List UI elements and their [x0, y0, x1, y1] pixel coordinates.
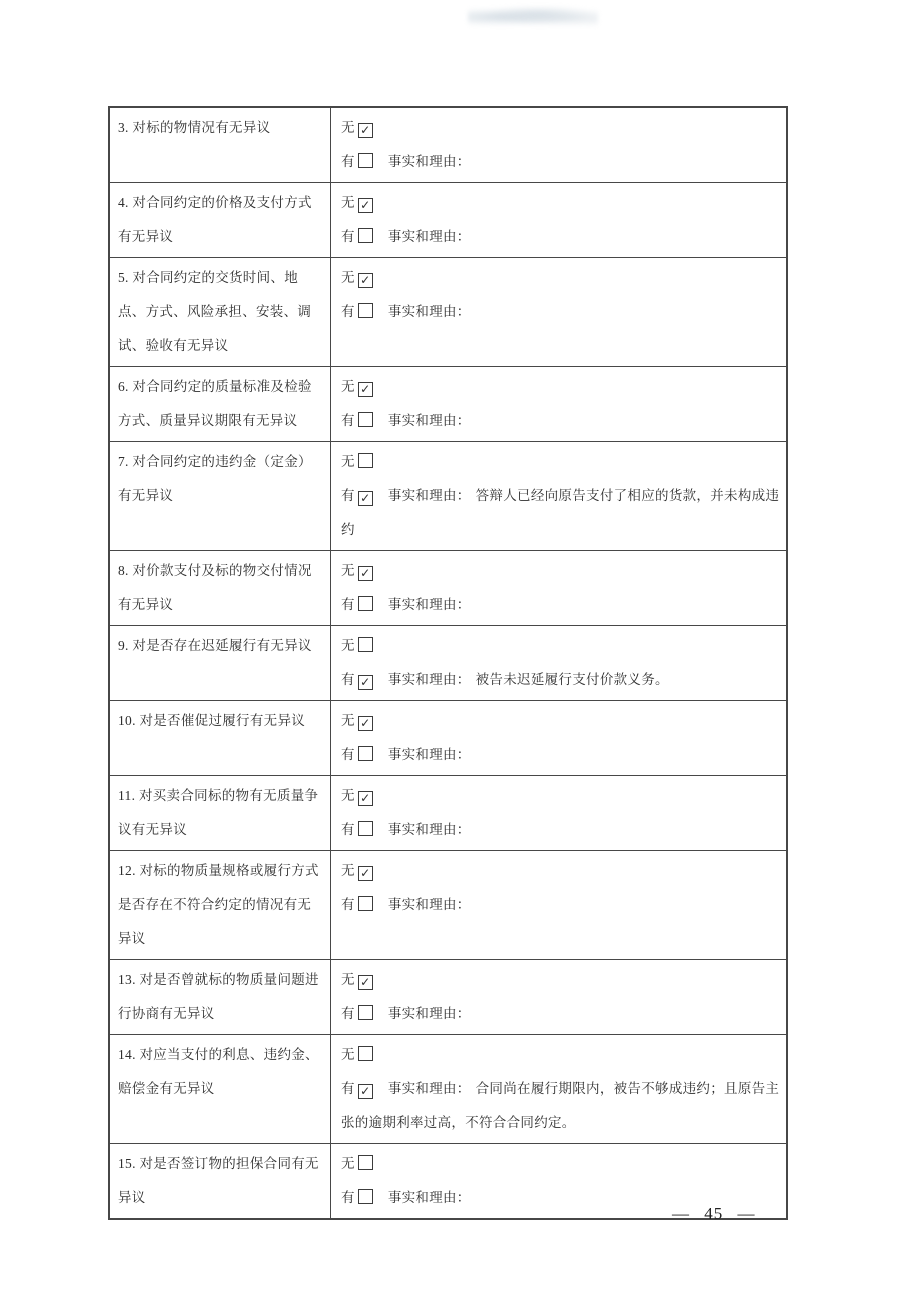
no-checkbox[interactable]: ✓ — [358, 382, 373, 397]
no-checkbox[interactable] — [358, 1155, 373, 1170]
no-option-label: 无 — [341, 270, 355, 285]
question-text: 13. 对是否曾就标的物质量问题进行协商有无异议 — [118, 972, 319, 1021]
table-row — [109, 551, 787, 626]
yes-option-label: 有 — [341, 897, 355, 912]
no-option-line — [341, 1038, 780, 1072]
table-row — [109, 1035, 787, 1144]
no-option-label: 无 — [341, 454, 355, 469]
yes-option-line — [341, 1072, 780, 1140]
no-option-line — [341, 1147, 780, 1181]
reason-label: 事实和理由： — [387, 229, 471, 244]
table-row — [109, 258, 787, 367]
yes-option-label: 有 — [341, 413, 355, 428]
yes-checkbox[interactable] — [358, 896, 373, 911]
objections-table — [108, 106, 788, 1220]
yes-option-label: 有 — [341, 154, 355, 169]
table-row — [109, 626, 787, 701]
yes-checkbox[interactable] — [358, 1005, 373, 1020]
no-option-label: 无 — [341, 1047, 355, 1062]
yes-option-label: 有 — [341, 1190, 355, 1205]
table-row — [109, 183, 787, 258]
yes-option-label: 有 — [341, 747, 355, 762]
reason-label: 事实和理由： — [387, 897, 471, 912]
no-option-label: 无 — [341, 638, 355, 653]
no-checkbox[interactable]: ✓ — [358, 975, 373, 990]
yes-checkbox[interactable] — [358, 412, 373, 427]
no-option-label: 无 — [341, 788, 355, 803]
no-checkbox[interactable]: ✓ — [358, 198, 373, 213]
answer-cell — [331, 960, 788, 1035]
yes-option-label: 有 — [341, 597, 355, 612]
yes-checkbox[interactable]: ✓ — [358, 1084, 373, 1099]
no-option-label: 无 — [341, 379, 355, 394]
question-cell — [109, 626, 331, 701]
reason-text: 合同尚在履行期限内，被告不够成违约；且原告主张的逾期利率过高，不符合合同约定。 — [341, 1081, 780, 1130]
answer-cell — [331, 626, 788, 701]
no-option-line — [341, 554, 780, 588]
yes-option-label: 有 — [341, 304, 355, 319]
question-cell — [109, 701, 331, 776]
reason-label: 事实和理由： — [387, 597, 471, 612]
no-checkbox[interactable] — [358, 637, 373, 652]
reason-text: 被告未迟延履行支付价款义务。 — [475, 672, 669, 687]
yes-option-label: 有 — [341, 1006, 355, 1021]
no-option-label: 无 — [341, 972, 355, 987]
yes-option-line — [341, 220, 780, 254]
question-cell — [109, 551, 331, 626]
no-option-line — [341, 779, 780, 813]
answer-cell — [331, 701, 788, 776]
no-checkbox[interactable]: ✓ — [358, 273, 373, 288]
no-checkbox[interactable] — [358, 1046, 373, 1061]
objections-table-body — [109, 107, 787, 1219]
table-row — [109, 960, 787, 1035]
no-option-label: 无 — [341, 195, 355, 210]
yes-option-label: 有 — [341, 822, 355, 837]
table-row — [109, 442, 787, 551]
yes-option-label: 有 — [341, 1081, 355, 1096]
question-cell — [109, 258, 331, 367]
yes-option-label: 有 — [341, 488, 355, 503]
question-text: 12. 对标的物质量规格或履行方式是否存在不符合约定的情况有无异议 — [118, 863, 319, 946]
yes-checkbox[interactable] — [358, 303, 373, 318]
question-cell — [109, 107, 331, 183]
table-row — [109, 367, 787, 442]
answer-cell — [331, 107, 788, 183]
yes-option-label: 有 — [341, 229, 355, 244]
question-cell — [109, 367, 331, 442]
question-text: 14. 对应当支付的利息、违约金、赔偿金有无异议 — [118, 1047, 319, 1096]
yes-checkbox[interactable]: ✓ — [358, 491, 373, 506]
no-option-line — [341, 261, 780, 295]
no-checkbox[interactable]: ✓ — [358, 716, 373, 731]
question-cell — [109, 851, 331, 960]
question-text: 4. 对合同约定的价格及支付方式有无异议 — [118, 195, 312, 244]
question-text: 9. 对是否存在迟延履行有无异议 — [118, 638, 312, 653]
question-text: 10. 对是否催促过履行有无异议 — [118, 713, 306, 728]
reason-label: 事实和理由： — [387, 154, 471, 169]
no-option-line — [341, 370, 780, 404]
yes-checkbox[interactable] — [358, 1189, 373, 1204]
question-cell — [109, 1035, 331, 1144]
question-text: 8. 对价款支付及标的物交付情况有无异议 — [118, 563, 312, 612]
table-row — [109, 851, 787, 960]
yes-option-line — [341, 888, 780, 922]
no-option-line — [341, 186, 780, 220]
question-text: 3. 对标的物情况有无异议 — [118, 120, 271, 135]
no-checkbox[interactable]: ✓ — [358, 791, 373, 806]
question-text: 15. 对是否签订物的担保合同有无异议 — [118, 1156, 319, 1205]
yes-option-label: 有 — [341, 672, 355, 687]
answer-cell — [331, 851, 788, 960]
question-text: 7. 对合同约定的违约金（定金）有无异议 — [118, 454, 312, 503]
no-option-label: 无 — [341, 1156, 355, 1171]
no-checkbox[interactable]: ✓ — [358, 866, 373, 881]
yes-checkbox[interactable]: ✓ — [358, 675, 373, 690]
answer-cell — [331, 776, 788, 851]
yes-checkbox[interactable] — [358, 821, 373, 836]
no-option-label: 无 — [341, 563, 355, 578]
no-checkbox[interactable] — [358, 453, 373, 468]
no-checkbox[interactable]: ✓ — [358, 123, 373, 138]
no-option-line — [341, 963, 780, 997]
reason-text: 答辩人已经向原告支付了相应的货款，并未构成违约 — [341, 488, 780, 537]
question-cell — [109, 442, 331, 551]
yes-option-line — [341, 145, 780, 179]
yes-option-line — [341, 479, 780, 547]
reason-label: 事实和理由： — [387, 1081, 471, 1096]
answer-cell — [331, 258, 788, 367]
reason-label: 事实和理由： — [387, 1006, 471, 1021]
ink-smudge-mark — [468, 6, 598, 26]
reason-label: 事实和理由： — [387, 413, 471, 428]
yes-option-line — [341, 404, 780, 438]
question-text: 6. 对合同约定的质量标准及检验方式、质量异议期限有无异议 — [118, 379, 312, 428]
reason-label: 事实和理由： — [387, 822, 471, 837]
question-cell — [109, 1144, 331, 1220]
reason-label: 事实和理由： — [387, 672, 471, 687]
answer-cell — [331, 183, 788, 258]
reason-label: 事实和理由： — [387, 1190, 471, 1205]
reason-label: 事实和理由： — [387, 304, 471, 319]
answer-cell — [331, 551, 788, 626]
answer-cell — [331, 367, 788, 442]
yes-checkbox[interactable] — [358, 153, 373, 168]
yes-option-line — [341, 813, 780, 847]
no-option-line — [341, 854, 780, 888]
question-cell — [109, 183, 331, 258]
question-text: 5. 对合同约定的交货时间、地点、方式、风险承担、安装、调试、验收有无异议 — [118, 270, 312, 353]
question-cell — [109, 960, 331, 1035]
reason-label: 事实和理由： — [387, 488, 471, 503]
answer-cell — [331, 442, 788, 551]
page-number: — 45 — — [672, 1204, 756, 1223]
yes-checkbox[interactable] — [358, 596, 373, 611]
reason-label: 事实和理由： — [387, 747, 471, 762]
yes-checkbox[interactable] — [358, 746, 373, 761]
table-row — [109, 107, 787, 183]
yes-checkbox[interactable] — [358, 228, 373, 243]
no-option-label: 无 — [341, 863, 355, 878]
table-row — [109, 701, 787, 776]
yes-option-line — [341, 295, 780, 329]
question-text: 11. 对买卖合同标的物有无质量争议有无异议 — [118, 788, 319, 837]
yes-option-line — [341, 588, 780, 622]
table-row — [109, 776, 787, 851]
no-checkbox[interactable]: ✓ — [358, 566, 373, 581]
answer-cell — [331, 1035, 788, 1144]
no-option-line — [341, 629, 780, 663]
no-option-line — [341, 704, 780, 738]
yes-option-line — [341, 738, 780, 772]
question-cell — [109, 776, 331, 851]
no-option-label: 无 — [341, 713, 355, 728]
no-option-label: 无 — [341, 120, 355, 135]
yes-option-line — [341, 997, 780, 1031]
yes-option-line — [341, 663, 780, 697]
no-option-line — [341, 111, 780, 145]
no-option-line — [341, 445, 780, 479]
